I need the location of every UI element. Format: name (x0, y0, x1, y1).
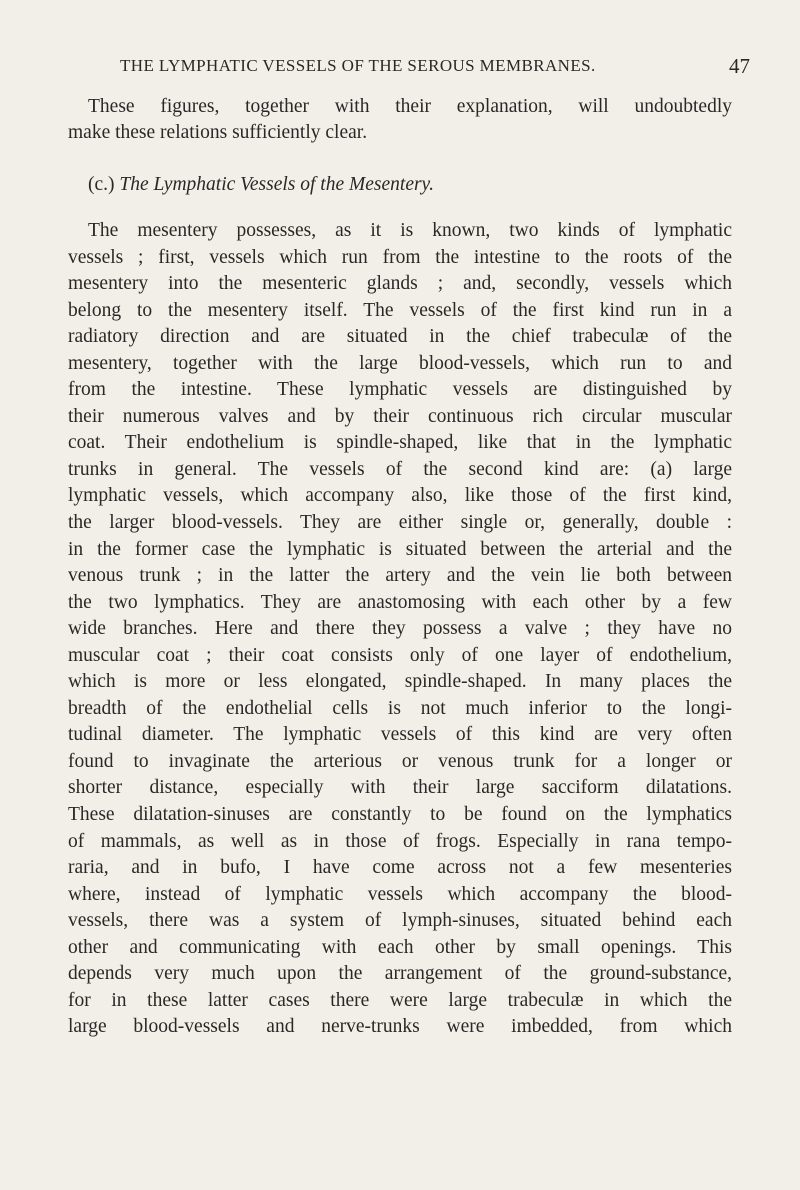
section-title: The Lymphatic Vessels of the Mesentery. (119, 174, 435, 195)
text-line: their numerous valves and by their continuous rich circular muscular (68, 405, 732, 427)
text-line: The mesentery possesses, as it is known, two kinds of lymphatic (88, 220, 732, 241)
text-line: depends very much upon the arrangement of the ground-substance, (68, 963, 732, 985)
text-line: wide branches. Here and there they possess a valve ; they have no (68, 618, 732, 640)
text-line: for in these latter cases there were large trabeculæ in which the (68, 989, 732, 1011)
text-line: trunks in general. The vessels of the second kind are: (a) large (68, 458, 732, 480)
text-line: belong to the mesentery itself. The vessels of the first kind run in a (68, 299, 732, 321)
text-line: These figures, together with their explanation, will undoubtedly (88, 96, 732, 117)
text-line: raria, and in bufo, I have come across not a few mesenteries (68, 857, 732, 879)
text-line: vessels ; first, vessels which run from the intestine to the roots of the (68, 246, 732, 268)
section-label: (c.) (88, 174, 115, 195)
text-line: muscular coat ; their coat consists only of one layer of endothelium, (68, 644, 732, 666)
text-line: the two lymphatics. They are anastomosing with each other by a few (68, 591, 732, 613)
running-head (120, 56, 750, 84)
page-number: 47 (729, 54, 750, 78)
text-line: found to invaginate the arterious or venous trunk for a longer or (68, 750, 732, 772)
text-line: vessels, there was a system of lymph-sinuses, situated behind each (68, 910, 732, 932)
text-line: radiatory direction and are situated in the chief trabeculæ of the (68, 326, 732, 348)
text-line: breadth of the endothelial cells is not much inferior to the longi- (68, 697, 732, 719)
text-line: the larger blood-vessels. They are either single or, generally, double : (68, 512, 732, 534)
text-line: where, instead of lymphatic vessels which accompany the blood- (68, 883, 732, 905)
text-line: which is more or less elongated, spindle-shaped. In many places the (68, 671, 732, 693)
text-line: make these relations sufficiently clear. (68, 122, 368, 143)
text-line: coat. Their endothelium is spindle-shaped, like that in the lymphatic (68, 432, 732, 454)
text-line: of mammals, as well as in those of frogs. Especially in rana tempo- (68, 830, 732, 852)
text-line: mesentery into the mesenteric glands ; and, secondly, vessels which (68, 273, 732, 295)
text-line: from the intestine. These lymphatic vessels are distinguished by (68, 379, 732, 401)
text-line: in the former case the lymphatic is situated between the arterial and the (68, 538, 732, 560)
text-line: other and communicating with each other by small openings. This (68, 936, 732, 958)
text-line: mesentery, together with the large blood-vessels, which run to and (68, 352, 732, 374)
text-line: large blood-vessels and nerve-trunks were imbedded, from which (68, 1016, 732, 1038)
section-heading (88, 174, 434, 196)
intro-paragraph (68, 94, 732, 146)
text-line: venous trunk ; in the latter the artery and the vein lie both between (68, 565, 732, 587)
text-line: These dilatation-sinuses are constantly to be found on the lymphatics (68, 804, 732, 826)
text-line: lymphatic vessels, which accompany also, like those of the first kind, (68, 485, 732, 507)
running-title: THE LYMPHATIC VESSELS OF THE SEROUS MEMBRANES. (120, 56, 596, 75)
main-paragraph (68, 218, 732, 1041)
text-line: tudinal diameter. The lymphatic vessels of this kind are very often (68, 724, 732, 746)
text-line: shorter distance, especially with their large sacciform dilatations. (68, 777, 732, 799)
